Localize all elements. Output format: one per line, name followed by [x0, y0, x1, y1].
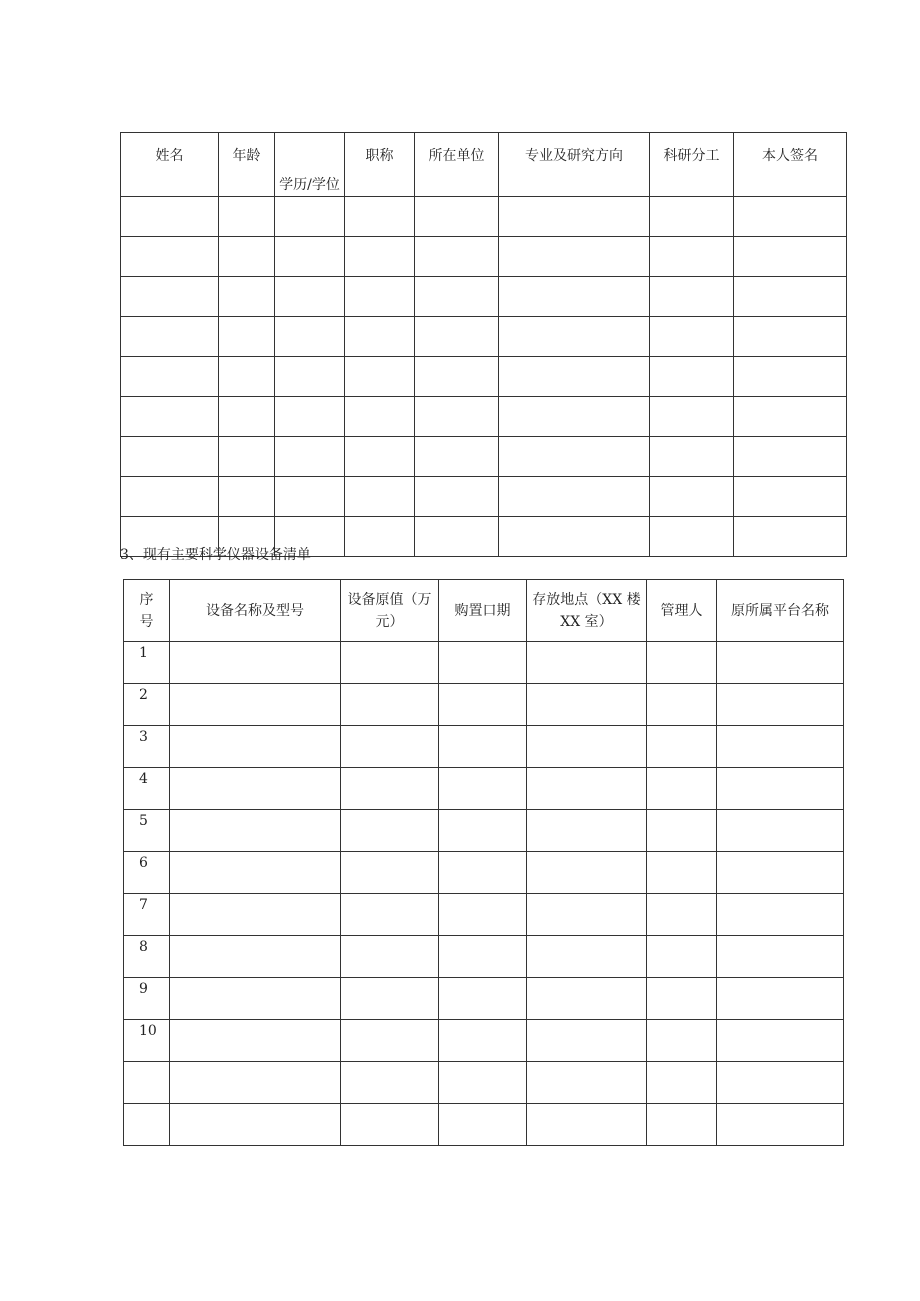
equipment-row-number: 4 [124, 768, 170, 810]
equipment-cell[interactable] [341, 726, 439, 768]
equipment-cell[interactable] [527, 978, 647, 1020]
personnel-cell[interactable] [734, 237, 847, 277]
equipment-cell[interactable] [717, 810, 844, 852]
personnel-cell[interactable] [121, 477, 219, 517]
equipment-cell[interactable] [527, 894, 647, 936]
equipment-cell[interactable] [341, 1062, 439, 1104]
personnel-cell[interactable] [345, 357, 415, 397]
equipment-cell[interactable] [527, 852, 647, 894]
equipment-row-number: 9 [124, 978, 170, 1020]
equipment-cell[interactable] [717, 642, 844, 684]
equipment-cell[interactable] [170, 1062, 341, 1104]
equipment-row-number: 7 [124, 894, 170, 936]
equipment-cell[interactable] [717, 852, 844, 894]
equipment-header-row [124, 580, 844, 642]
personnel-cell[interactable] [650, 277, 734, 317]
header-purchase-date [439, 580, 527, 642]
equipment-cell[interactable] [170, 1104, 341, 1146]
header-original-value [341, 580, 439, 642]
header-research-role: 科研分工 [650, 133, 734, 197]
personnel-cell[interactable] [219, 237, 275, 277]
personnel-cell[interactable] [219, 477, 275, 517]
equipment-cell[interactable] [647, 726, 717, 768]
equipment-cell[interactable] [527, 684, 647, 726]
personnel-cell[interactable] [345, 477, 415, 517]
header-purchase-date-line: 购置口期 [454, 602, 511, 619]
header-original-value-line: 元） [375, 613, 404, 630]
equipment-cell[interactable] [439, 936, 527, 978]
personnel-cell[interactable] [499, 197, 650, 237]
equipment-row-number: 3 [124, 726, 170, 768]
personnel-cell[interactable] [499, 357, 650, 397]
header-signature: 本人签名 [734, 133, 847, 197]
equipment-cell[interactable] [439, 810, 527, 852]
section-heading: 3、现有主要科学仪器设备清单 [120, 547, 311, 563]
personnel-cell[interactable] [734, 477, 847, 517]
equipment-cell[interactable] [439, 852, 527, 894]
equipment-cell[interactable] [647, 684, 717, 726]
personnel-row [121, 277, 847, 317]
personnel-cell[interactable] [345, 277, 415, 317]
personnel-cell[interactable] [415, 357, 499, 397]
equipment-cell[interactable] [647, 978, 717, 1020]
personnel-row [121, 317, 847, 357]
personnel-row [121, 397, 847, 437]
personnel-cell[interactable] [499, 477, 650, 517]
equipment-row [124, 894, 844, 936]
personnel-cell[interactable] [415, 517, 499, 557]
equipment-cell[interactable] [527, 810, 647, 852]
equipment-row-number: 5 [124, 810, 170, 852]
equipment-cell[interactable] [717, 978, 844, 1020]
equipment-cell[interactable] [341, 1020, 439, 1062]
personnel-cell[interactable] [734, 197, 847, 237]
equipment-cell[interactable] [439, 768, 527, 810]
personnel-cell[interactable] [275, 357, 345, 397]
equipment-cell[interactable] [717, 768, 844, 810]
equipment-row [124, 1104, 844, 1146]
equipment-cell[interactable] [341, 978, 439, 1020]
header-platform-name [717, 580, 844, 642]
personnel-row [121, 237, 847, 277]
equipment-cell[interactable] [717, 726, 844, 768]
personnel-row [121, 437, 847, 477]
personnel-cell[interactable] [275, 477, 345, 517]
equipment-cell[interactable] [647, 1062, 717, 1104]
equipment-cell[interactable] [170, 894, 341, 936]
personnel-cell[interactable] [121, 357, 219, 397]
equipment-row-number: 2 [124, 684, 170, 726]
header-age: 年龄 [219, 133, 275, 197]
equipment-row-number: 10 [124, 1020, 170, 1062]
equipment-cell[interactable] [647, 1104, 717, 1146]
personnel-cell[interactable] [219, 357, 275, 397]
personnel-cell[interactable] [650, 357, 734, 397]
personnel-cell[interactable] [219, 437, 275, 477]
equipment-cell[interactable] [647, 810, 717, 852]
personnel-cell[interactable] [219, 317, 275, 357]
personnel-cell[interactable] [415, 277, 499, 317]
equipment-cell[interactable] [439, 684, 527, 726]
personnel-cell[interactable] [275, 197, 345, 237]
personnel-cell[interactable] [734, 317, 847, 357]
personnel-cell[interactable] [650, 237, 734, 277]
personnel-cell[interactable] [219, 197, 275, 237]
equipment-row [124, 852, 844, 894]
personnel-cell[interactable] [345, 237, 415, 277]
equipment-row-number: 6 [124, 852, 170, 894]
header-manager [647, 580, 717, 642]
equipment-row [124, 936, 844, 978]
equipment-cell[interactable] [647, 1020, 717, 1062]
personnel-cell[interactable] [275, 237, 345, 277]
personnel-cell[interactable] [734, 517, 847, 557]
equipment-row [124, 1062, 844, 1104]
personnel-cell[interactable] [499, 317, 650, 357]
personnel-cell[interactable] [275, 397, 345, 437]
header-platform-name-line: 原所属平台名称 [731, 602, 829, 619]
header-seq [124, 580, 170, 642]
personnel-cell[interactable] [121, 197, 219, 237]
personnel-cell[interactable] [345, 397, 415, 437]
header-location [527, 580, 647, 642]
equipment-cell[interactable] [527, 642, 647, 684]
equipment-row [124, 642, 844, 684]
personnel-cell[interactable] [345, 317, 415, 357]
personnel-cell[interactable] [734, 277, 847, 317]
equipment-cell[interactable] [647, 936, 717, 978]
personnel-cell[interactable] [345, 517, 415, 557]
equipment-cell[interactable] [527, 768, 647, 810]
personnel-cell[interactable] [734, 357, 847, 397]
equipment-cell[interactable] [170, 810, 341, 852]
equipment-cell[interactable] [527, 726, 647, 768]
personnel-row [121, 197, 847, 237]
equipment-row [124, 768, 844, 810]
equipment-cell[interactable] [647, 642, 717, 684]
equipment-cell[interactable] [527, 936, 647, 978]
personnel-cell[interactable] [650, 317, 734, 357]
equipment-cell[interactable] [170, 936, 341, 978]
header-research-field: 专业及研究方向 [499, 133, 650, 197]
personnel-cell[interactable] [275, 317, 345, 357]
equipment-cell[interactable] [170, 642, 341, 684]
equipment-cell[interactable] [717, 1020, 844, 1062]
equipment-cell[interactable] [439, 726, 527, 768]
equipment-row-number: 8 [124, 936, 170, 978]
equipment-cell[interactable] [341, 768, 439, 810]
personnel-cell[interactable] [415, 237, 499, 277]
personnel-cell[interactable] [121, 397, 219, 437]
equipment-row-number [124, 1062, 170, 1104]
header-location-line: XX 室） [560, 613, 613, 630]
equipment-cell[interactable] [439, 1020, 527, 1062]
equipment-cell[interactable] [717, 936, 844, 978]
header-equipment-name [170, 580, 341, 642]
personnel-cell[interactable] [415, 197, 499, 237]
header-location-line: 存放地点（XX 楼 [532, 591, 641, 608]
equipment-cell[interactable] [170, 1020, 341, 1062]
personnel-cell[interactable] [415, 397, 499, 437]
equipment-row [124, 684, 844, 726]
equipment-cell[interactable] [717, 1104, 844, 1146]
equipment-table-body [124, 642, 844, 1146]
equipment-cell[interactable] [170, 852, 341, 894]
equipment-cell[interactable] [341, 642, 439, 684]
equipment-cell[interactable] [341, 810, 439, 852]
personnel-cell[interactable] [121, 437, 219, 477]
equipment-row [124, 810, 844, 852]
personnel-cell[interactable] [499, 277, 650, 317]
equipment-row [124, 978, 844, 1020]
personnel-cell[interactable] [650, 397, 734, 437]
equipment-cell[interactable] [527, 1104, 647, 1146]
personnel-cell[interactable] [499, 237, 650, 277]
personnel-header-row [121, 133, 847, 197]
personnel-cell[interactable] [499, 397, 650, 437]
equipment-cell[interactable] [647, 894, 717, 936]
header-manager-line: 管理人 [660, 602, 703, 619]
equipment-table [123, 579, 844, 1146]
personnel-cell[interactable] [415, 477, 499, 517]
personnel-cell[interactable] [734, 397, 847, 437]
personnel-cell[interactable] [275, 437, 345, 477]
header-name: 姓名 [121, 133, 219, 197]
header-equipment-name-line: 设备名称及型号 [206, 602, 304, 619]
personnel-cell[interactable] [650, 437, 734, 477]
personnel-cell[interactable] [121, 317, 219, 357]
personnel-table-body [121, 197, 847, 557]
header-seq-line: 号 [139, 613, 154, 630]
equipment-row [124, 726, 844, 768]
personnel-cell[interactable] [499, 437, 650, 477]
equipment-cell[interactable] [439, 1104, 527, 1146]
personnel-cell[interactable] [345, 197, 415, 237]
personnel-cell[interactable] [345, 437, 415, 477]
equipment-cell[interactable] [170, 978, 341, 1020]
header-organization: 所在单位 [415, 133, 499, 197]
equipment-cell[interactable] [527, 1062, 647, 1104]
personnel-table [120, 132, 847, 557]
equipment-cell[interactable] [527, 1020, 647, 1062]
personnel-cell[interactable] [121, 237, 219, 277]
equipment-cell[interactable] [439, 642, 527, 684]
equipment-cell[interactable] [341, 852, 439, 894]
equipment-cell[interactable] [439, 978, 527, 1020]
equipment-cell[interactable] [439, 894, 527, 936]
header-education: 学历/学位 [275, 133, 345, 197]
personnel-cell[interactable] [219, 277, 275, 317]
header-title: 职称 [345, 133, 415, 197]
equipment-row-number [124, 1104, 170, 1146]
equipment-cell[interactable] [647, 852, 717, 894]
personnel-cell[interactable] [650, 197, 734, 237]
equipment-row [124, 1020, 844, 1062]
personnel-cell[interactable] [650, 517, 734, 557]
header-original-value-line: 设备原值（万 [347, 591, 432, 608]
personnel-cell[interactable] [219, 397, 275, 437]
equipment-cell[interactable] [170, 684, 341, 726]
equipment-cell[interactable] [170, 768, 341, 810]
personnel-cell[interactable] [121, 277, 219, 317]
personnel-cell[interactable] [499, 517, 650, 557]
equipment-cell[interactable] [341, 894, 439, 936]
equipment-cell[interactable] [341, 936, 439, 978]
equipment-cell[interactable] [170, 726, 341, 768]
equipment-cell[interactable] [647, 768, 717, 810]
equipment-row-number: 1 [124, 642, 170, 684]
equipment-cell[interactable] [341, 684, 439, 726]
header-seq-line: 序 [139, 591, 154, 608]
personnel-cell[interactable] [650, 477, 734, 517]
personnel-row [121, 477, 847, 517]
personnel-cell[interactable] [275, 277, 345, 317]
equipment-cell[interactable] [717, 894, 844, 936]
equipment-cell[interactable] [341, 1104, 439, 1146]
equipment-cell[interactable] [717, 1062, 844, 1104]
personnel-cell[interactable] [734, 437, 847, 477]
personnel-row [121, 357, 847, 397]
personnel-cell[interactable] [415, 437, 499, 477]
equipment-cell[interactable] [717, 684, 844, 726]
personnel-cell[interactable] [415, 317, 499, 357]
equipment-cell[interactable] [439, 1062, 527, 1104]
